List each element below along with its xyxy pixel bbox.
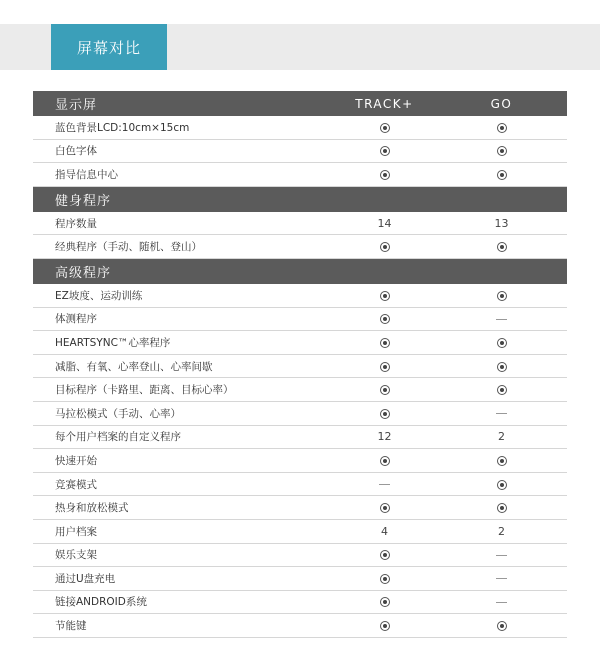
check-dot-icon — [497, 456, 507, 466]
check-dot-icon — [380, 362, 390, 372]
check-dot-icon — [380, 550, 390, 560]
table-row — [33, 378, 567, 402]
go-cell — [436, 501, 567, 514]
track-cell — [333, 121, 436, 134]
cell-value: 2 — [498, 524, 505, 538]
row-label: 热身和放松模式 — [55, 502, 129, 515]
section-title: 高级程序 — [55, 265, 112, 281]
check-dot-icon — [380, 456, 390, 466]
check-dot-icon — [497, 291, 507, 301]
check-dot-icon — [497, 385, 507, 395]
dash-icon — [496, 319, 507, 320]
comparison-table — [33, 91, 567, 638]
row-label: 蓝色背景LCD:10cm×15cm — [55, 121, 190, 134]
section-title: 显示屏 — [55, 98, 98, 113]
dash-icon — [496, 555, 507, 556]
check-dot-icon — [380, 242, 390, 252]
go-cell — [436, 383, 567, 396]
check-dot-icon — [380, 146, 390, 156]
track-cell — [333, 430, 436, 443]
table-row — [33, 355, 567, 379]
check-dot-icon — [497, 480, 507, 490]
table-row — [33, 284, 567, 308]
cell-value: 4 — [381, 524, 388, 538]
table-row — [33, 235, 567, 259]
check-dot-icon — [380, 409, 390, 419]
section-title: 健身程序 — [55, 193, 112, 209]
table-row — [33, 614, 567, 638]
page-title: 屏幕对比 — [51, 24, 167, 70]
track-cell — [333, 383, 436, 396]
table-row — [33, 331, 567, 355]
cell-value: 2 — [498, 430, 505, 444]
check-dot-icon — [497, 362, 507, 372]
track-cell — [333, 289, 436, 302]
table-row — [33, 591, 567, 615]
track-cell — [333, 619, 436, 632]
check-dot-icon — [380, 123, 390, 133]
table-row — [33, 140, 567, 164]
cell-value: 14 — [377, 216, 392, 230]
section-header — [33, 91, 567, 116]
check-dot-icon — [380, 338, 390, 348]
track-cell — [333, 336, 436, 349]
go-cell — [436, 168, 567, 181]
table-row — [33, 520, 567, 544]
table-row — [33, 496, 567, 520]
section-header — [33, 259, 567, 284]
table-row — [33, 308, 567, 332]
go-cell — [436, 548, 567, 561]
row-label: 程序数量 — [55, 217, 97, 230]
track-cell — [333, 217, 436, 230]
table-row — [33, 163, 567, 187]
row-label: 马拉松模式（手动、心率） — [55, 407, 181, 420]
row-label: 节能键 — [55, 620, 87, 633]
row-label: 用户档案 — [55, 525, 97, 538]
row-label: 经典程序（手动、随机、登山） — [55, 241, 202, 254]
go-cell — [436, 454, 567, 467]
track-cell — [333, 501, 436, 514]
track-cell — [333, 240, 436, 253]
go-cell — [436, 572, 567, 585]
table-row — [33, 402, 567, 426]
track-cell — [333, 595, 436, 608]
dash-icon — [379, 484, 390, 485]
track-cell — [333, 454, 436, 467]
dash-icon — [496, 602, 507, 603]
go-cell — [436, 336, 567, 349]
cell-value: 13 — [494, 216, 509, 230]
go-cell — [436, 525, 567, 538]
track-cell — [333, 360, 436, 373]
dash-icon — [496, 413, 507, 414]
section-header — [33, 187, 567, 212]
check-dot-icon — [380, 314, 390, 324]
check-dot-icon — [497, 170, 507, 180]
check-dot-icon — [380, 291, 390, 301]
table-row — [33, 116, 567, 140]
go-cell — [436, 407, 567, 420]
check-dot-icon — [497, 621, 507, 631]
check-dot-icon — [380, 621, 390, 631]
go-cell — [436, 619, 567, 632]
check-dot-icon — [380, 574, 390, 584]
check-dot-icon — [497, 146, 507, 156]
row-label: 指导信息中心 — [55, 168, 118, 181]
go-cell — [436, 121, 567, 134]
table-row — [33, 544, 567, 568]
row-label: HEARTSYNC™心率程序 — [55, 336, 171, 349]
go-cell — [436, 144, 567, 157]
table-row — [33, 426, 567, 450]
check-dot-icon — [380, 597, 390, 607]
go-cell — [436, 240, 567, 253]
track-cell — [333, 144, 436, 157]
go-cell — [436, 595, 567, 608]
track-cell — [333, 478, 436, 491]
go-cell — [436, 312, 567, 325]
track-cell — [333, 548, 436, 561]
row-label: 每个用户档案的自定义程序 — [55, 431, 181, 444]
row-label: 体测程序 — [55, 313, 97, 326]
row-label: 减脂、有氧、心率登山、心率间歇 — [55, 360, 213, 373]
track-cell — [333, 407, 436, 420]
column-header-go: GO — [490, 96, 513, 111]
dash-icon — [496, 578, 507, 579]
go-cell — [436, 289, 567, 302]
table-row — [33, 473, 567, 497]
go-cell — [436, 430, 567, 443]
row-label: 快速开始 — [55, 454, 97, 467]
cell-value: 12 — [377, 430, 392, 444]
table-row — [33, 449, 567, 473]
row-label: EZ坡度、运动训练 — [55, 289, 143, 302]
row-label: 竞赛模式 — [55, 478, 97, 491]
row-label: 白色字体 — [55, 145, 97, 158]
row-label: 娱乐支架 — [55, 549, 97, 562]
column-header-track: TRACK+ — [355, 96, 414, 111]
go-cell — [436, 478, 567, 491]
track-cell — [333, 525, 436, 538]
check-dot-icon — [497, 123, 507, 133]
check-dot-icon — [497, 503, 507, 513]
check-dot-icon — [380, 503, 390, 513]
check-dot-icon — [380, 385, 390, 395]
table-row — [33, 567, 567, 591]
row-label: 目标程序（卡路里、距离、目标心率） — [55, 384, 234, 397]
check-dot-icon — [497, 338, 507, 348]
check-dot-icon — [380, 170, 390, 180]
track-cell — [333, 168, 436, 181]
go-cell — [436, 360, 567, 373]
track-cell — [333, 572, 436, 585]
table-row — [33, 212, 567, 236]
go-cell — [436, 217, 567, 230]
track-cell — [333, 312, 436, 325]
row-label: 通过U盘充电 — [55, 572, 116, 585]
row-label: 链接ANDROID系统 — [55, 596, 147, 609]
check-dot-icon — [497, 242, 507, 252]
